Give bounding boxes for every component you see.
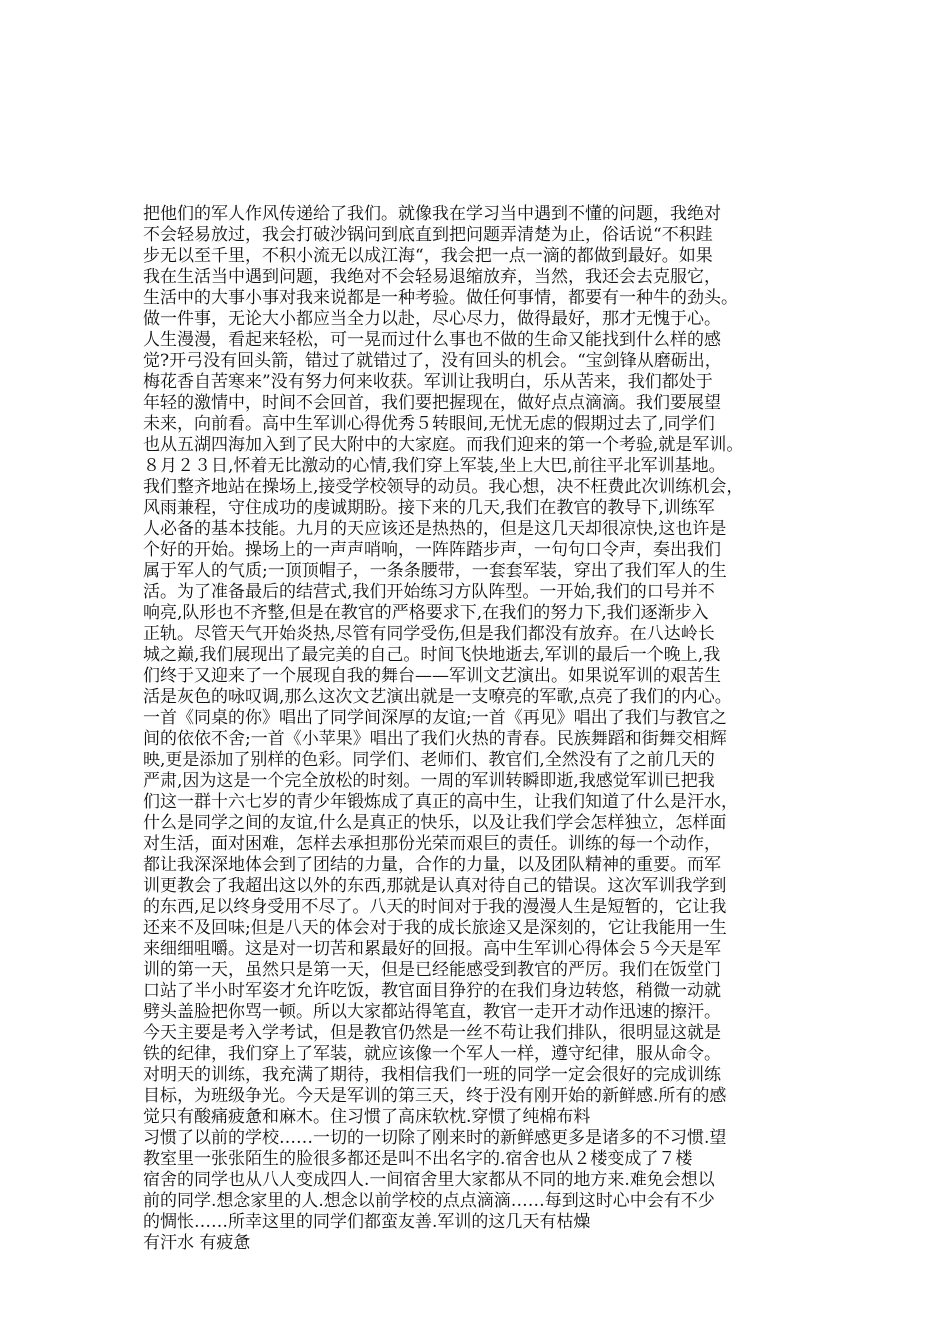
- text-line: 都让我深深地体会到了团结的力量，合作的力量，以及团队精神的重要。而军: [143, 855, 721, 875]
- text-line: 正轨。尽管天气开始炎热,尽管有同学受伤,但是我们都没有放弃。在八达岭长: [143, 624, 715, 644]
- text-line: 对生活，面对困难，怎样去承担那份光荣而艰巨的责任。训练的每一个动作，: [143, 834, 721, 854]
- text-line: 响亮,队形也不齐整,但是在教官的严格要求下,在我们的努力下,我们逐渐步入: [143, 603, 709, 623]
- text-line: 我在生活当中遇到问题，我绝对不会轻易退缩放弃，当然，我还会去克服它，: [143, 267, 721, 287]
- text-line: 的东西,足以终身受用不尽了。八天的时间对于我的漫漫人生是短暂的，它让我: [143, 897, 727, 917]
- essay-body: [143, 204, 808, 1254]
- text-line: 对明天的训练，我充满了期待，我相信我们一班的同学一定会很好的完成训练: [143, 1065, 721, 1085]
- text-line: 未来，向前看。高中生军训心得优秀５转眼间,无忧无虑的假期过去了,同学们: [143, 414, 715, 434]
- text-line: 习惯了以前的学校……一切的一切除了刚来时的新鲜感更多是诸多的不习惯.望: [143, 1128, 727, 1148]
- text-line: ８月２３日,怀着无比激动的心情,我们穿上军装,坐上大巴,前往平北军训基地。: [143, 456, 726, 476]
- text-line: 劈头盖脸把你骂一顿。所以大家都站得笔直，教官一走开才动作迅速的擦汗。: [143, 1002, 721, 1022]
- text-line: 今天主要是考入学考试，但是教官仍然是一丝不苟让我们排队，很明显这就是: [143, 1023, 721, 1043]
- text-line: 有汗水 有疲惫: [143, 1233, 251, 1253]
- text-line: 们这一群十六七岁的青少年锻炼成了真正的高中生，让我们知道了什么是汗水，: [143, 792, 738, 812]
- text-line: 梅花香自苦寒来”没有努力何来收获。军训让我明白，乐从苦来，我们都处于: [143, 372, 713, 392]
- text-line: 觉只有酸痛疲惫和麻木。住习惯了高床软枕.穿惯了纯棉布料: [143, 1107, 591, 1127]
- text-line: 严肃,因为这是一个完全放松的时刻。一周的军训转瞬即逝,我感觉军训已把我: [143, 771, 715, 791]
- text-line: 不会轻易放过，我会打破沙锅问到底直到把问题弄清楚为止，俗话说“不积跬: [143, 225, 713, 245]
- text-line: 活。为了准备最后的结营式,我们开始练习方队阵型。一开始,我们的口号并不: [143, 582, 715, 602]
- text-line: 活是灰色的咏叹调,那么这次文艺演出就是一支嘹亮的军歌,点亮了我们的内心。: [143, 687, 732, 707]
- text-line: 觉?开弓没有回头箭，错过了就错过了，没有回头的机会。“宝剑锋从磨砺出，: [143, 351, 722, 371]
- text-line: 前的同学.想念家里的人.想念以前学校的点点滴滴……每到这时心中会有不少: [143, 1191, 715, 1211]
- text-line: 人必备的基本技能。九月的天应该还是热热的，但是这几天却很凉快,这也许是: [143, 519, 727, 539]
- text-line: 训更教会了我超出这以外的东西,那就是认真对待自己的错误。这次军训我学到: [143, 876, 727, 896]
- text-line: 做一件事，无论大小都应当全力以赴，尽心尽力，做得最好，那才无愧于心。: [143, 309, 721, 329]
- text-line: 的惆怅……所幸这里的同学们都蛮友善.军训的这几天有枯燥: [143, 1212, 591, 1232]
- text-line: 铁的纪律，我们穿上了军装，就应该像一个军人一样，遵守纪律，服从命令。: [143, 1044, 721, 1064]
- text-line: 们终于又迎来了一个展现自我的舞台——军训文艺演出。如果说军训的艰苦生: [143, 666, 721, 686]
- text-line: 个好的开始。操场上的一声声哨响，一阵阵踏步声，一句句口令声，奏出我们: [143, 540, 721, 560]
- text-line: 风雨兼程，守住成功的虔诚期盼。接下来的几天,我们在教官的教导下,训练军: [143, 498, 715, 518]
- text-line: 来细细咀嚼。这是对一切苦和累最好的回报。高中生军训心得体会５今天是军: [143, 939, 721, 959]
- text-line: 把他们的军人作风传递给了我们。就像我在学习当中遇到不懂的问题，我绝对: [143, 204, 721, 224]
- text-line: 年轻的激情中，时间不会回首，我们要把握现在，做好点点滴滴。我们要展望: [143, 393, 721, 413]
- text-line: 一首《同桌的你》唱出了同学间深厚的友谊;一首《再见》唱出了我们与教官之: [143, 708, 727, 728]
- text-line: 间的依依不舍;一首《小苹果》唱出了我们火热的青春。民族舞蹈和街舞交相辉: [143, 729, 727, 749]
- text-line: 还来不及回味;但是八天的体会对于我的成长旅途又是深刻的，它让我能用一生: [143, 918, 727, 938]
- text-line: 教室里一张张陌生的脸很多都还是叫不出名字的.宿舍也从２楼变成了７楼: [143, 1149, 693, 1169]
- text-line: 宿舍的同学也从八人变成四人.一间宿舍里大家都从不同的地方来.难免会想以: [143, 1170, 715, 1190]
- text-line: 口站了半小时军姿才允许吃饭，教官面目狰狞的在我们身边转悠，稍微一动就: [143, 981, 721, 1001]
- text-line: 属于军人的气质;一顶顶帽子，一条条腰带，一套套军装，穿出了我们军人的生: [143, 561, 727, 581]
- text-line: 生活中的大事小事对我来说都是一种考验。做任何事情，都要有一种牛的劲头。: [143, 288, 738, 308]
- text-line: 也从五湖四海加入到了民大附中的大家庭。而我们迎来的第一个考验,就是军训。: [143, 435, 744, 455]
- text-line: 训的第一天，虽然只是第一天，但是已经能感受到教官的严厉。我们在饭堂门: [143, 960, 721, 980]
- text-line: 人生漫漫，看起来轻松，可一晃而过什么事也不做的生命又能找到什么样的感: [143, 330, 721, 350]
- text-line: 映,更是添加了别样的色彩。同学们、老师们、教官们,全然没有了之前几天的: [143, 750, 715, 770]
- text-line: 什么是同学之间的友谊,什么是真正的快乐，以及让我们学会怎样独立，怎样面: [143, 813, 727, 833]
- text-line: 城之巅,我们展现出了最完美的自己。时间飞快地逝去,军训的最后一个晚上,我: [143, 645, 721, 665]
- text-line: 目标，为班级争光。今天是军训的第三天，终于没有刚开始的新鲜感.所有的感: [143, 1086, 727, 1106]
- text-line: 我们整齐地站在操场上,接受学校领导的动员。我心想，决不枉费此次训练机会，: [143, 477, 744, 497]
- text-line: 步无以至千里，不积小流无以成江海“，我会把一点一滴的都做到最好。如果: [143, 246, 713, 266]
